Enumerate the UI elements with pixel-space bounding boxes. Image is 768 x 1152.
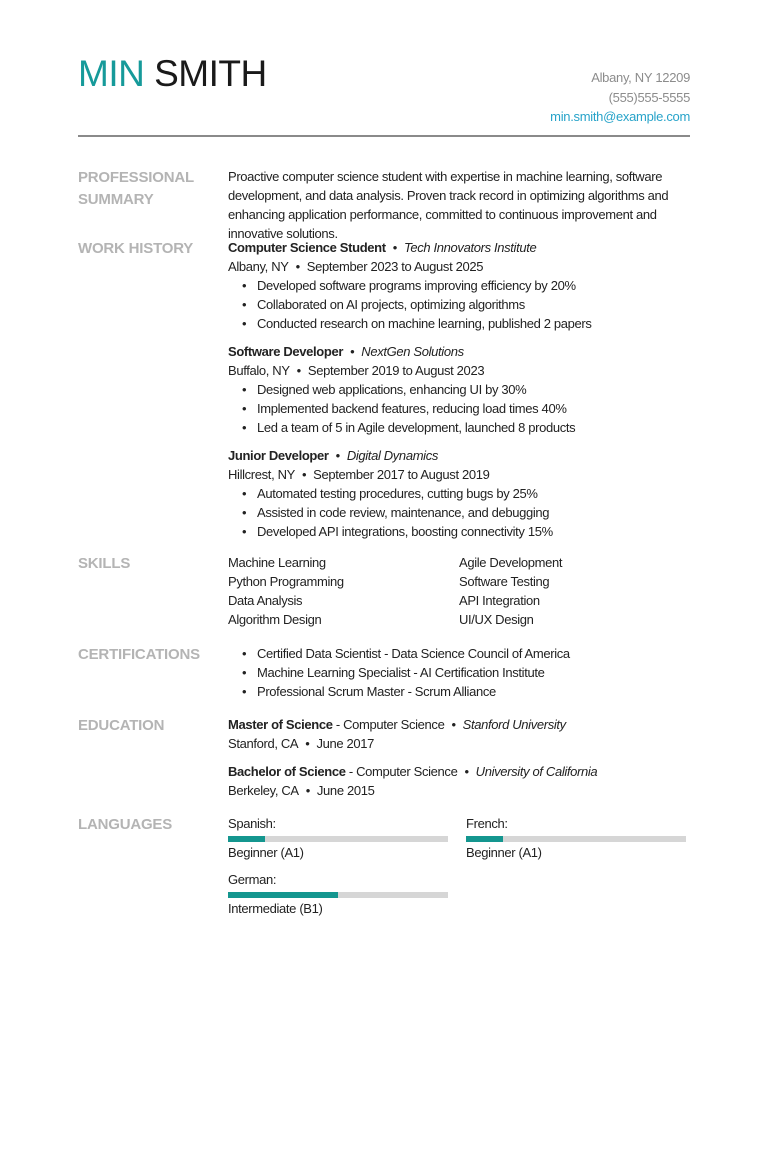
summary-text: Proactive computer science student with expertise in machine learning, software development, and data analysis. Proven track record in optimizing algorithms and enhancing application performance, committed to continuous improvement and innovative solutions. [228,169,669,241]
language-item [228,870,466,918]
language-level: Intermediate (B1) [228,901,323,916]
school-location: Stanford, CA [228,736,299,751]
skill-item: Data Analysis [228,593,303,608]
company-name: NextGen Solutions [361,344,464,359]
contact-info [550,68,690,127]
section-title [78,167,208,211]
job-bullet: • Developed software programs improving efficiency by 20% [242,276,690,295]
proficiency-bar [466,836,686,842]
education-entry [228,762,690,800]
section-title-line: SUMMARY [78,191,154,208]
field-of-study: - Computer Science [345,764,458,779]
job-title: Software Developer [228,344,344,359]
last-name: SMITH [154,53,267,94]
skill-item: Agile Development [459,555,563,570]
job-title: Computer Science Student [228,240,386,255]
language-level: Beginner (A1) [466,845,542,860]
school-name: Stanford University [462,717,566,732]
skills-grid [228,553,690,629]
job-bullet: • Led a team of 5 in Agile development, launched 8 products [242,418,690,437]
job-bullets [228,484,690,541]
graduation-date: June 2015 [316,783,375,798]
degree: Master of Science [228,717,333,732]
job-bullets [228,276,690,333]
cert-bullets [228,644,690,701]
proficiency-fill [228,836,265,842]
education-entries [228,715,690,809]
separator-dot: • [335,448,340,463]
separator-dot: • [296,363,301,378]
proficiency-fill [466,836,503,842]
job-dates: September 2019 to August 2023 [307,363,485,378]
section-title: SKILLS [78,555,131,572]
cert-item: • Professional Scrum Master - Scrum Alliance [242,682,690,701]
skill-item: Machine Learning [228,555,326,570]
company-name: Tech Innovators Institute [403,240,537,255]
skill-item: Software Testing [459,574,550,589]
proficiency-bar [228,836,448,842]
job-dates: September 2017 to August 2019 [313,467,490,482]
separator-dot: • [305,736,310,751]
education-entry [228,715,690,753]
separator-dot: • [295,259,300,274]
separator-dot: • [301,467,307,482]
proficiency-fill [228,892,338,898]
resume-page [78,0,690,916]
certifications-list [228,644,690,701]
job-bullet: • Assisted in code review, maintenance, and debugging [242,503,690,522]
separator-dot: • [451,717,456,732]
section-title: CERTIFICATIONS [78,646,200,663]
job-bullet: • Automated testing procedures, cutting bugs by 25% [242,484,690,503]
job-location: Albany, NY [228,259,289,274]
first-name: MIN [78,53,145,94]
job-dates: September 2023 to August 2025 [306,259,484,274]
graduation-date: June 2017 [316,736,375,751]
section-title-line: PROFESSIONAL [78,169,194,186]
job-entry [228,238,690,333]
skills-column-left [228,553,459,629]
section-title: LANGUAGES [78,816,173,833]
job-bullet: • Implemented backend features, reducing load times 40% [242,399,690,418]
skill-item: API Integration [459,593,540,608]
candidate-name [78,52,267,96]
languages-grid [228,814,690,918]
job-entry [228,446,690,541]
language-name: Spanish: [228,816,276,831]
language-name: French: [466,816,508,831]
job-bullet: • Developed API integrations, boosting connectivity 15% [242,522,690,541]
degree: Bachelor of Science [228,764,346,779]
language-item [466,814,686,862]
job-bullet: • Designed web applications, enhancing UI by 30% [242,380,690,399]
section-title: WORK HISTORY [78,240,194,257]
email-link[interactable]: min.smith@example.com [550,109,690,124]
field-of-study: - Computer Science [332,717,445,732]
skill-item: Algorithm Design [228,612,322,627]
job-location: Buffalo, NY [228,363,290,378]
section-title: EDUCATION [78,717,165,734]
job-bullet: • Conducted research on machine learning, published 2 papers [242,314,690,333]
proficiency-bar [228,892,448,898]
separator-dot: • [305,783,310,798]
cert-item: • Machine Learning Specialist - AI Certification Institute [242,663,690,682]
language-name: German: [228,872,277,887]
job-location: Hillcrest, NY [228,467,295,482]
cert-item: • Certified Data Scientist - Data Science Council of America [242,644,690,663]
job-bullets [228,380,690,437]
language-level: Beginner (A1) [228,845,304,860]
job-entry [228,342,690,437]
address: Albany, NY 12209 [591,70,690,85]
job-bullet: • Collaborated on AI projects, optimizing algorithms [242,295,690,314]
resume-header [78,0,690,137]
language-item [228,814,466,862]
work-entries [228,238,690,550]
skill-item: Python Programming [228,574,344,589]
school-location: Berkeley, CA [228,783,299,798]
skill-item: UI/UX Design [459,612,534,627]
separator-dot: • [350,344,355,359]
separator-dot: • [464,764,469,779]
school-name: University of California [475,764,598,779]
separator-dot: • [392,240,397,255]
skills-column-right [459,553,690,629]
job-title: Junior Developer [228,448,329,463]
phone: (555)555-5555 [608,89,690,105]
company-name: Digital Dynamics [346,448,439,463]
